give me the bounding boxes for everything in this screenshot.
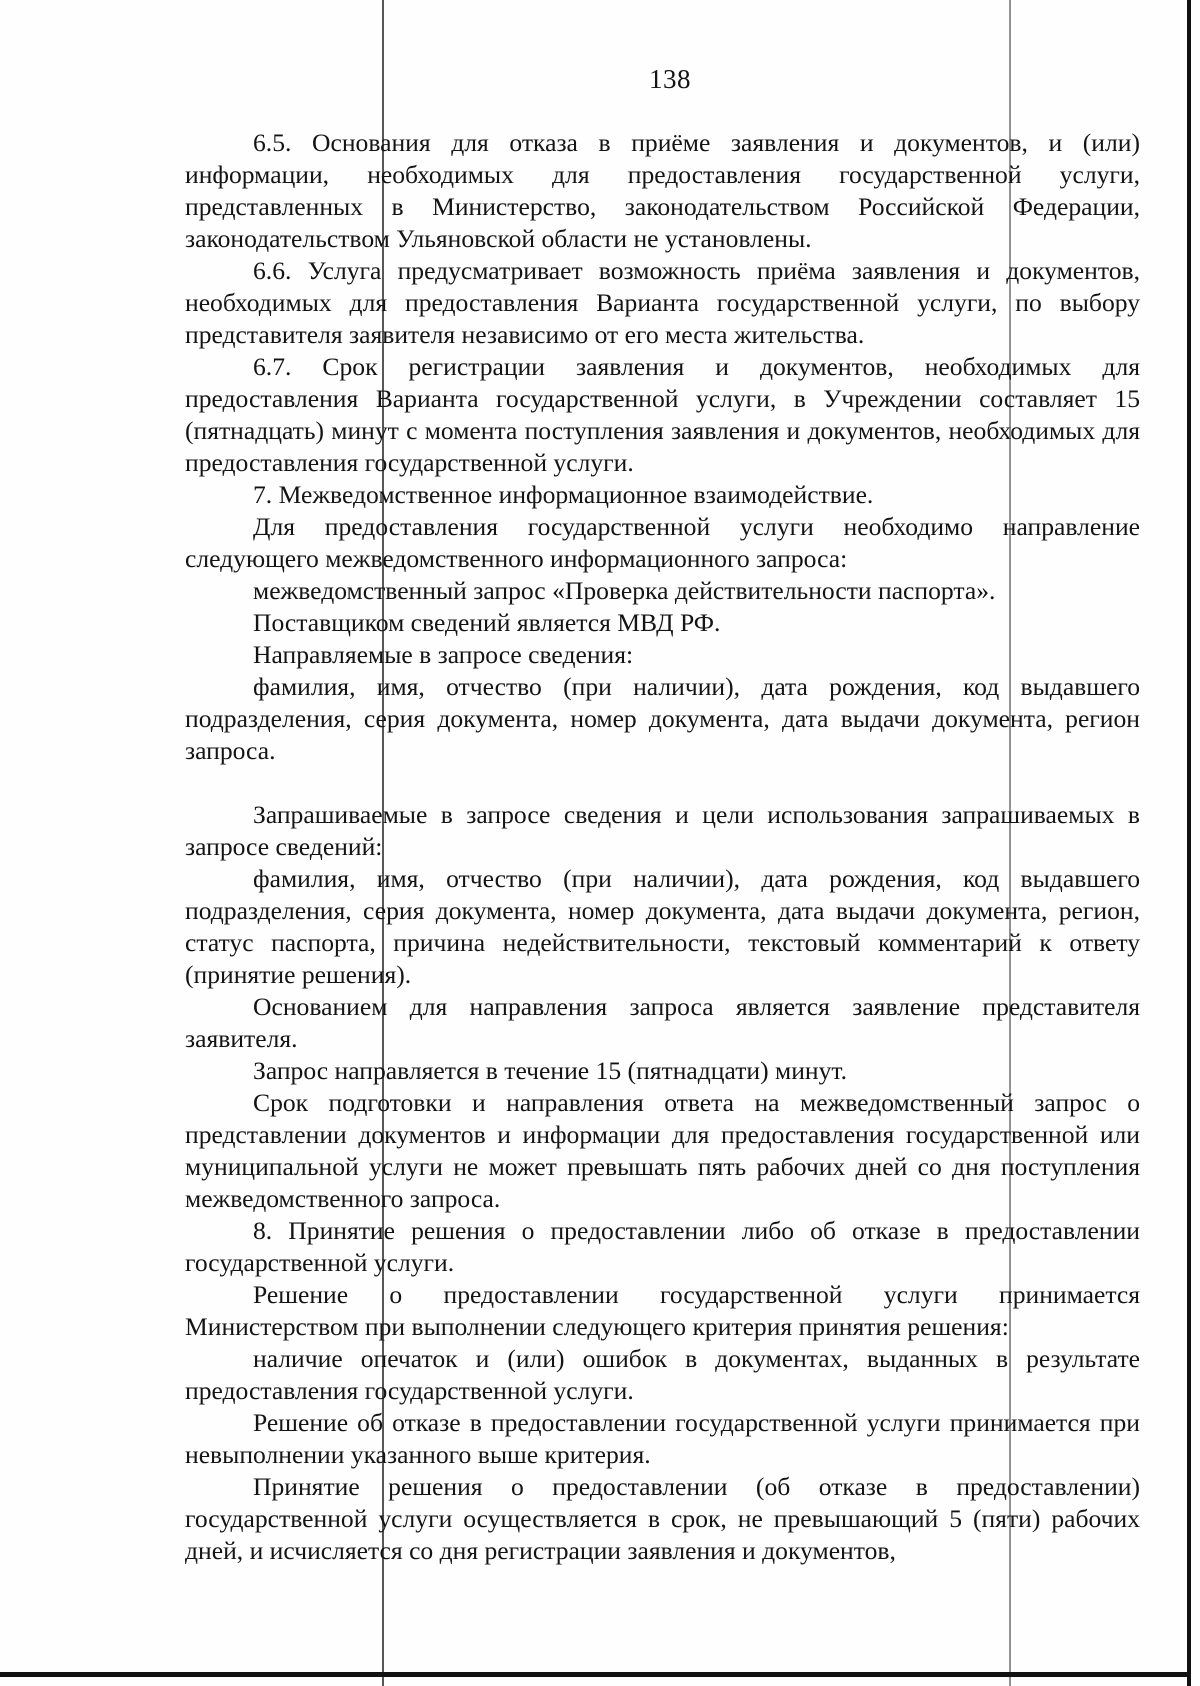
- paragraph: Поставщиком сведений является МВД РФ.: [253, 608, 721, 637]
- paragraph: фамилия, имя, отчество (при наличии), дата рождения, код выдавшего подразделения, серия документа, номер документа, дата выдачи документа, регион запроса.: [185, 672, 1140, 765]
- paragraph: Для предоставления государственной услуги необходимо направление следующего межведомственного информационного запроса:: [185, 512, 1140, 573]
- paragraph: Принятие решения о предоставлении (об отказе в предоставлении) государственной услуги осуществляется в срок, не превышающий 5 (пяти) рабочих дней, и исчисляется со дня регистрации заявления и документов,: [185, 1472, 1140, 1565]
- paragraph-6-7: 6.7. Срок регистрации заявления и документов, необходимых для предоставления Варианта государственной услуги, в Учреждении составляет 15 (пятнадцать) минут с момента поступления заявления и документов, необходимых для предоставления государственной услуги.: [185, 352, 1140, 477]
- paragraph: Решение о предоставлении государственной услуги принимается Министерством при выполнении следующего критерия принятия решения:: [185, 1280, 1140, 1341]
- paragraph: Основанием для направления запроса является заявление представителя заявителя.: [185, 992, 1140, 1053]
- body-text: [185, 127, 1140, 1567]
- section-8-heading: 8. Принятие решения о предоставлении либо об отказе в предоставлении государственной услуги.: [185, 1216, 1140, 1277]
- paragraph: фамилия, имя, отчество (при наличии), дата рождения, код выдавшего подразделения, серия документа, номер документа, дата выдачи документа, регион, статус паспорта, причина недействительности, текстовый комментарий к ответу (принятие решения).: [185, 864, 1140, 989]
- paragraph: межведомственный запрос «Проверка действительности паспорта».: [253, 576, 996, 605]
- paragraph: наличие опечаток и (или) ошибок в документах, выданных в результате предоставления государственной услуги.: [185, 1344, 1140, 1405]
- paragraph: Запрос направляется в течение 15 (пятнадцати) минут.: [253, 1056, 848, 1085]
- paragraph: Решение об отказе в предоставлении государственной услуги принимается при невыполнении указанного выше критерия.: [185, 1408, 1140, 1469]
- paragraph: Направляемые в запросе сведения:: [253, 640, 634, 669]
- page-bottom-edge-line: [0, 1672, 1191, 1677]
- paragraph-6-5: 6.5. Основания для отказа в приёме заявления и документов, и (или) информации, необходимых для предоставления государственной услуги, представленных в Министерство, законодательством Российской Федерации, законодательством Ульяновской области не установлены.: [185, 128, 1140, 253]
- page-number: 138: [649, 64, 691, 94]
- paragraph: Запрашиваемые в запросе сведения и цели использования запрашиваемых в запросе сведений:: [185, 800, 1140, 861]
- paragraph-6-6: 6.6. Услуга предусматривает возможность приёма заявления и документов, необходимых для предоставления Варианта государственной услуги, по выбору представителя заявителя независимо от его места жительства.: [185, 256, 1140, 349]
- page-edge-line: [1187, 0, 1191, 1686]
- paragraph: Срок подготовки и направления ответа на межведомственный запрос о представлении документов и информации для предоставления государственной или муниципальной услуги не может превышать пять рабочих дней со дня поступления межведомственного запроса.: [185, 1088, 1140, 1213]
- section-7-heading: 7. Межведомственное информационное взаимодействие.: [253, 480, 874, 509]
